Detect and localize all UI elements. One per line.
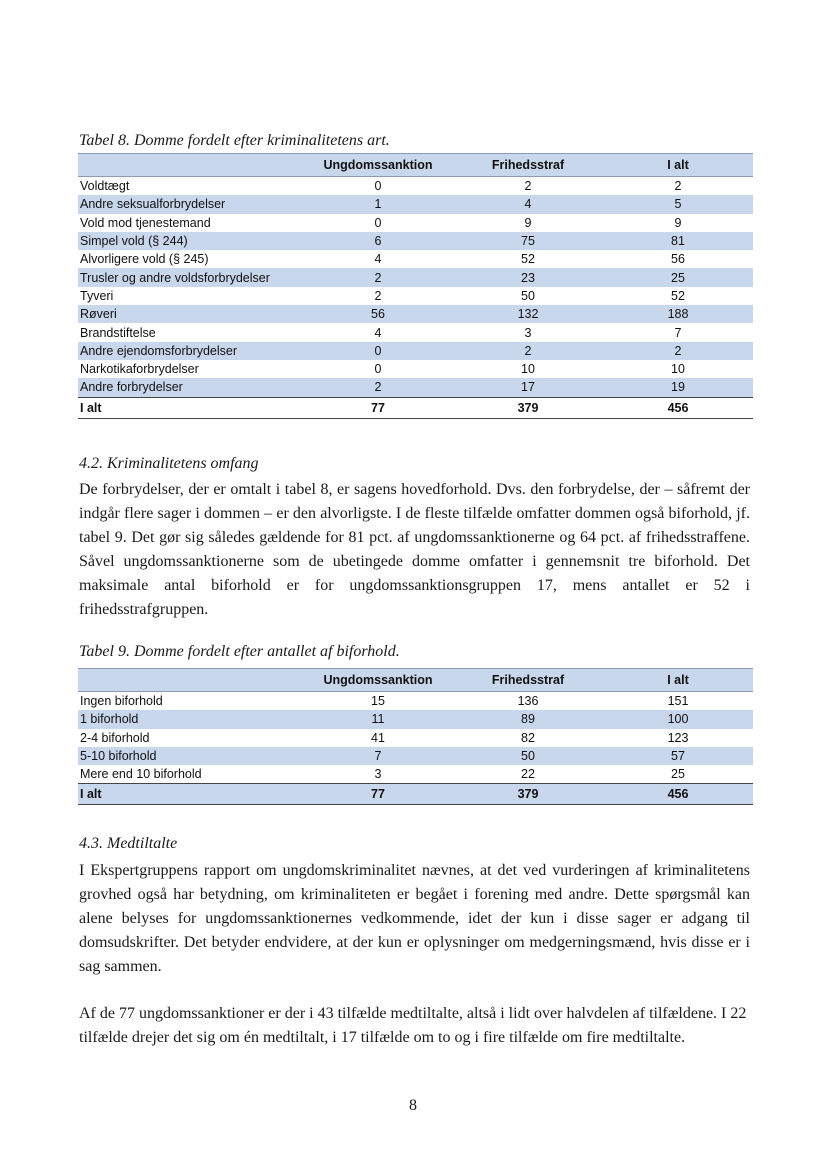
- total-cell: 19: [603, 378, 753, 397]
- total-frihedsstraf-cell: 379: [453, 397, 603, 418]
- section-4-3-heading: 4.3. Medtiltalte: [79, 835, 178, 852]
- table-total-row: [78, 784, 753, 805]
- table9-header-frihedsstraf: Frihedsstraf: [453, 669, 603, 692]
- table8-header-ungdomssanktion: Ungdomssanktion: [303, 154, 453, 177]
- page-number: 8: [409, 1097, 417, 1114]
- table9-header-total: I alt: [603, 669, 753, 692]
- ungdomssanktion-cell: 11: [303, 710, 453, 728]
- table-row: [78, 342, 753, 360]
- ungdomssanktion-cell: 56: [303, 305, 453, 323]
- section-4-2-paragraph: De forbrydelser, der er omtalt i tabel 8, er sagens hovedforhold. Dvs. den forbrydelse, der – såfremt der indgår flere sager i dommen – er den alvorligste. I de fleste tilfælde omfatter dommen også biforhold, jf. tabel 9. Det gør sig således gældende for 81 pct. af ungdomssanktionerne og 64 pct. af frihedsstraffene. Såvel ungdomssanktionerne som de ubetingede domme omfatter i gennemsnit tre biforhold. Det maksimale antal biforhold er for ungdomssanktionsgruppen 17, mens antallet er 52 i frihedsstrafgruppen.: [79, 481, 750, 618]
- total-cell: 25: [671, 767, 685, 782]
- table-row: [78, 268, 753, 286]
- total-cell: 100: [603, 710, 753, 728]
- ungdomssanktion-cell: 0: [374, 179, 382, 194]
- total-cell: 25: [603, 268, 753, 286]
- row-label: Narkotikaforbrydelser: [80, 362, 199, 377]
- table-row: [78, 729, 753, 747]
- table8: [78, 153, 753, 419]
- table-row: [78, 747, 753, 765]
- section-4-3-paragraph-1: I Ekspertgruppens rapport om ungdomskriminalitet nævnes, at det ved vurderingen af kriminalitetens grovhed også har betydning, om kriminaliteten er begået i forening med andre. Dette spørgsmål kan alene belyses for ungdomssanktionernes vedkommende, idet der kun i disse sager er adgang til domsudskrifter. Det betyder endvidere, at der kun er oplysninger om medgerningsmænd, hvis disse er i sag sammen.: [79, 862, 750, 975]
- total-cell: 5: [603, 195, 753, 213]
- table-row: [78, 710, 753, 728]
- total-cell: 7: [674, 325, 682, 340]
- ungdomssanktion-cell: 7: [303, 747, 453, 765]
- frihedsstraf-cell: 2: [524, 179, 532, 194]
- frihedsstraf-cell: 136: [517, 694, 539, 709]
- ungdomssanktion-cell: 6: [303, 232, 453, 250]
- ungdomssanktion-cell: 3: [374, 767, 382, 782]
- table-row: [78, 232, 753, 250]
- table-row: [78, 378, 753, 397]
- table9-header-row: [78, 669, 753, 692]
- row-label: Vold mod tjenestemand: [80, 215, 211, 230]
- row-label: Alvorligere vold (§ 245): [80, 252, 209, 267]
- frihedsstraf-cell: 17: [453, 378, 603, 397]
- frihedsstraf-cell: 50: [521, 288, 535, 303]
- total-cell: 10: [671, 362, 685, 377]
- total-ungdomssanktion-cell: 77: [303, 784, 453, 805]
- row-label: Brandstiftelse: [80, 325, 156, 340]
- total-row-label: I alt: [78, 784, 303, 805]
- table9-header-label: [78, 669, 303, 692]
- ungdomssanktion-cell: 0: [303, 342, 453, 360]
- frihedsstraf-cell: 82: [521, 730, 535, 745]
- frihedsstraf-cell: 23: [453, 268, 603, 286]
- row-label: Andre ejendomsforbrydelser: [78, 342, 303, 360]
- table-row: [78, 287, 753, 305]
- frihedsstraf-cell: 132: [453, 305, 603, 323]
- ungdomssanktion-cell: 4: [374, 252, 382, 267]
- ungdomssanktion-cell: 41: [371, 730, 385, 745]
- section-4-2-heading: 4.2. Kriminalitetens omfang: [79, 455, 259, 472]
- table8-header-frihedsstraf: Frihedsstraf: [453, 154, 603, 177]
- table-row: [78, 323, 753, 341]
- table-row: [78, 765, 753, 784]
- total-cell: 2: [674, 179, 682, 194]
- table8-caption: Tabel 8. Domme fordelt efter kriminalitetens art.: [79, 132, 390, 149]
- frihedsstraf-cell: 22: [521, 767, 535, 782]
- frihedsstraf-cell: 3: [524, 325, 532, 340]
- row-label: Mere end 10 biforhold: [80, 767, 202, 782]
- row-label: 5-10 biforhold: [78, 747, 303, 765]
- total-frihedsstraf-cell: 379: [453, 784, 603, 805]
- total-total-cell: 456: [603, 784, 753, 805]
- frihedsstraf-cell: 89: [453, 710, 603, 728]
- total-cell: 151: [667, 694, 689, 709]
- total-ungdomssanktion-cell: 77: [303, 397, 453, 418]
- table-row: [78, 250, 753, 268]
- row-label: Andre forbrydelser: [78, 378, 303, 397]
- ungdomssanktion-cell: 1: [303, 195, 453, 213]
- ungdomssanktion-cell: 0: [374, 215, 382, 230]
- row-label: 2-4 biforhold: [80, 730, 150, 745]
- ungdomssanktion-cell: 2: [303, 268, 453, 286]
- table-row: [78, 360, 753, 378]
- ungdomssanktion-cell: 0: [374, 362, 382, 377]
- table-row: [78, 177, 753, 196]
- table-total-row: [78, 397, 753, 418]
- total-cell: 81: [603, 232, 753, 250]
- row-label: Ingen biforhold: [80, 694, 163, 709]
- table9: [78, 668, 753, 805]
- row-label: Tyveri: [80, 288, 114, 303]
- total-cell: 52: [671, 288, 685, 303]
- table-row: [78, 214, 753, 232]
- table-row: [78, 195, 753, 213]
- row-label: Trusler og andre voldsforbrydelser: [78, 268, 303, 286]
- ungdomssanktion-cell: 2: [303, 378, 453, 397]
- total-cell: 188: [603, 305, 753, 323]
- total-cell: 57: [603, 747, 753, 765]
- row-label: Voldtægt: [80, 179, 130, 194]
- total-cell: 123: [667, 730, 689, 745]
- total-cell: 56: [671, 252, 685, 267]
- frihedsstraf-cell: 4: [453, 195, 603, 213]
- frihedsstraf-cell: 9: [524, 215, 532, 230]
- table8-header-total: I alt: [603, 154, 753, 177]
- ungdomssanktion-cell: 2: [374, 288, 382, 303]
- table8-header-label: [78, 154, 303, 177]
- table9-header-ungdomssanktion: Ungdomssanktion: [303, 669, 453, 692]
- ungdomssanktion-cell: 4: [374, 325, 382, 340]
- total-cell: 2: [603, 342, 753, 360]
- row-label: Simpel vold (§ 244): [78, 232, 303, 250]
- ungdomssanktion-cell: 15: [371, 694, 385, 709]
- table-row: [78, 692, 753, 711]
- total-total-cell: 456: [603, 397, 753, 418]
- table-row: [78, 305, 753, 323]
- table8-header-row: [78, 154, 753, 177]
- row-label: Røveri: [78, 305, 303, 323]
- row-label: 1 biforhold: [78, 710, 303, 728]
- frihedsstraf-cell: 2: [453, 342, 603, 360]
- table9-caption: Tabel 9. Domme fordelt efter antallet af biforhold.: [79, 643, 400, 660]
- frihedsstraf-cell: 50: [453, 747, 603, 765]
- section-4-3-paragraph-2: Af de 77 ungdomssanktioner er der i 43 tilfælde medtiltalte, altså i lidt over halvdelen af tilfældene. I 22 tilfælde drejer det sig om én medtiltalt, i 17 tilfælde om to og i fire tilfælde om fire medtiltalte.: [79, 1005, 747, 1046]
- frihedsstraf-cell: 75: [453, 232, 603, 250]
- total-row-label: I alt: [78, 397, 303, 418]
- row-label: Andre seksualforbrydelser: [78, 195, 303, 213]
- total-cell: 9: [674, 215, 682, 230]
- frihedsstraf-cell: 10: [521, 362, 535, 377]
- frihedsstraf-cell: 52: [521, 252, 535, 267]
